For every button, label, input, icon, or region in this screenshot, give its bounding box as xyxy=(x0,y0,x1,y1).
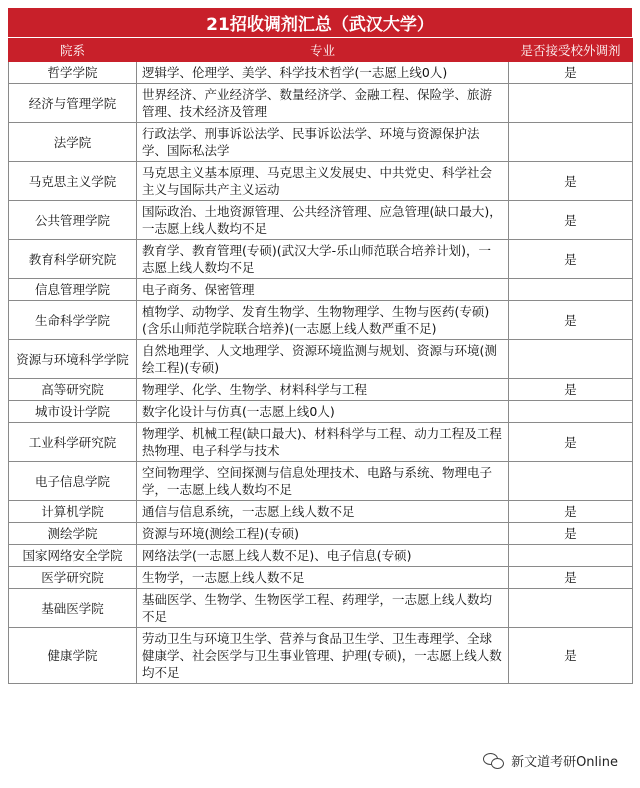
accept-cell: 是 xyxy=(509,301,633,340)
major-cell: 植物学、动物学、发育生物学、生物物理学、生物与医药(专硕)(含乐山师范学院联合培养)(一志愿上线人数严重不足) xyxy=(137,301,509,340)
dept-cell: 城市设计学院 xyxy=(9,401,137,423)
major-cell: 国际政治、土地资源管理、公共经济管理、应急管理(缺口最大)，一志愿上线人数均不足 xyxy=(137,201,509,240)
table-row xyxy=(9,545,633,567)
major-cell: 自然地理学、人文地理学、资源环境监测与规划、资源与环境(测绘工程)(专硕) xyxy=(137,340,509,379)
table-row xyxy=(9,301,633,340)
dept-cell: 生命科学学院 xyxy=(9,301,137,340)
accept-cell: 是 xyxy=(509,567,633,589)
page-title: 21招收调剂汇总（武汉大学） xyxy=(8,8,632,37)
accept-cell xyxy=(509,462,633,501)
dept-cell: 计算机学院 xyxy=(9,501,137,523)
major-cell: 数字化设计与仿真(一志愿上线0人) xyxy=(137,401,509,423)
dept-cell: 工业科学研究院 xyxy=(9,423,137,462)
major-cell: 基础医学、生物学、生物医学工程、药理学，一志愿上线人数均不足 xyxy=(137,589,509,628)
table-row xyxy=(9,567,633,589)
major-cell: 物理学、机械工程(缺口最大)、材料科学与工程、动力工程及工程热物理、电子科学与技术 xyxy=(137,423,509,462)
dept-cell: 健康学院 xyxy=(9,628,137,684)
table-row xyxy=(9,240,633,279)
accept-cell xyxy=(509,545,633,567)
table-row xyxy=(9,123,633,162)
table-row xyxy=(9,340,633,379)
major-cell: 行政法学、刑事诉讼法学、民事诉讼法学、环境与资源保护法学、国际私法学 xyxy=(137,123,509,162)
header-major: 专业 xyxy=(137,39,509,62)
accept-cell: 是 xyxy=(509,628,633,684)
accept-cell: 是 xyxy=(509,523,633,545)
table-row xyxy=(9,62,633,84)
accept-cell: 是 xyxy=(509,379,633,401)
accept-cell xyxy=(509,123,633,162)
dept-cell: 医学研究院 xyxy=(9,567,137,589)
header-accept: 是否接受校外调剂 xyxy=(509,39,633,62)
major-cell: 网络法学(一志愿上线人数不足)、电子信息(专硕) xyxy=(137,545,509,567)
table-row xyxy=(9,379,633,401)
major-cell: 空间物理学、空间探测与信息处理技术、电路与系统、物理电子学，一志愿上线人数均不足 xyxy=(137,462,509,501)
dept-cell: 经济与管理学院 xyxy=(9,84,137,123)
wechat-icon xyxy=(483,753,505,769)
table-row xyxy=(9,279,633,301)
table-row xyxy=(9,523,633,545)
accept-cell: 是 xyxy=(509,423,633,462)
major-cell: 教育学、教育管理(专硕)(武汉大学-乐山师范联合培养计划)，一志愿上线人数均不足 xyxy=(137,240,509,279)
major-cell: 逻辑学、伦理学、美学、科学技术哲学(一志愿上线0人) xyxy=(137,62,509,84)
table-row xyxy=(9,628,633,684)
adjustment-table xyxy=(8,38,633,684)
dept-cell: 公共管理学院 xyxy=(9,201,137,240)
dept-cell: 测绘学院 xyxy=(9,523,137,545)
dept-cell: 马克思主义学院 xyxy=(9,162,137,201)
major-cell: 劳动卫生与环境卫生学、营养与食品卫生学、卫生毒理学、全球健康学、社会医学与卫生事业管理、护理(专硕)，一志愿上线人数均不足 xyxy=(137,628,509,684)
accept-cell xyxy=(509,340,633,379)
header-dept: 院系 xyxy=(9,39,137,62)
accept-cell xyxy=(509,589,633,628)
accept-cell xyxy=(509,84,633,123)
table-row xyxy=(9,589,633,628)
table-row xyxy=(9,162,633,201)
dept-cell: 电子信息学院 xyxy=(9,462,137,501)
table-row xyxy=(9,501,633,523)
major-cell: 马克思主义基本原理、马克思主义发展史、中共党史、科学社会主义与国际共产主义运动 xyxy=(137,162,509,201)
watermark-text: 新文道考研Online xyxy=(511,755,618,770)
dept-cell: 哲学学院 xyxy=(9,62,137,84)
major-cell: 资源与环境(测绘工程)(专硕) xyxy=(137,523,509,545)
accept-cell: 是 xyxy=(509,240,633,279)
dept-cell: 法学院 xyxy=(9,123,137,162)
table-row xyxy=(9,201,633,240)
wechat-watermark xyxy=(479,749,622,772)
major-cell: 通信与信息系统，一志愿上线人数不足 xyxy=(137,501,509,523)
table-header-row xyxy=(9,39,633,62)
accept-cell: 是 xyxy=(509,201,633,240)
major-cell: 生物学，一志愿上线人数不足 xyxy=(137,567,509,589)
table-row xyxy=(9,401,633,423)
accept-cell: 是 xyxy=(509,501,633,523)
accept-cell xyxy=(509,279,633,301)
accept-cell: 是 xyxy=(509,62,633,84)
table-row xyxy=(9,84,633,123)
accept-cell: 是 xyxy=(509,162,633,201)
accept-cell xyxy=(509,401,633,423)
table-row xyxy=(9,462,633,501)
major-cell: 物理学、化学、生物学、材料科学与工程 xyxy=(137,379,509,401)
table-row xyxy=(9,423,633,462)
dept-cell: 资源与环境科学学院 xyxy=(9,340,137,379)
major-cell: 世界经济、产业经济学、数量经济学、金融工程、保险学、旅游管理、技术经济及管理 xyxy=(137,84,509,123)
dept-cell: 信息管理学院 xyxy=(9,279,137,301)
dept-cell: 国家网络安全学院 xyxy=(9,545,137,567)
dept-cell: 教育科学研究院 xyxy=(9,240,137,279)
dept-cell: 基础医学院 xyxy=(9,589,137,628)
dept-cell: 高等研究院 xyxy=(9,379,137,401)
major-cell: 电子商务、保密管理 xyxy=(137,279,509,301)
